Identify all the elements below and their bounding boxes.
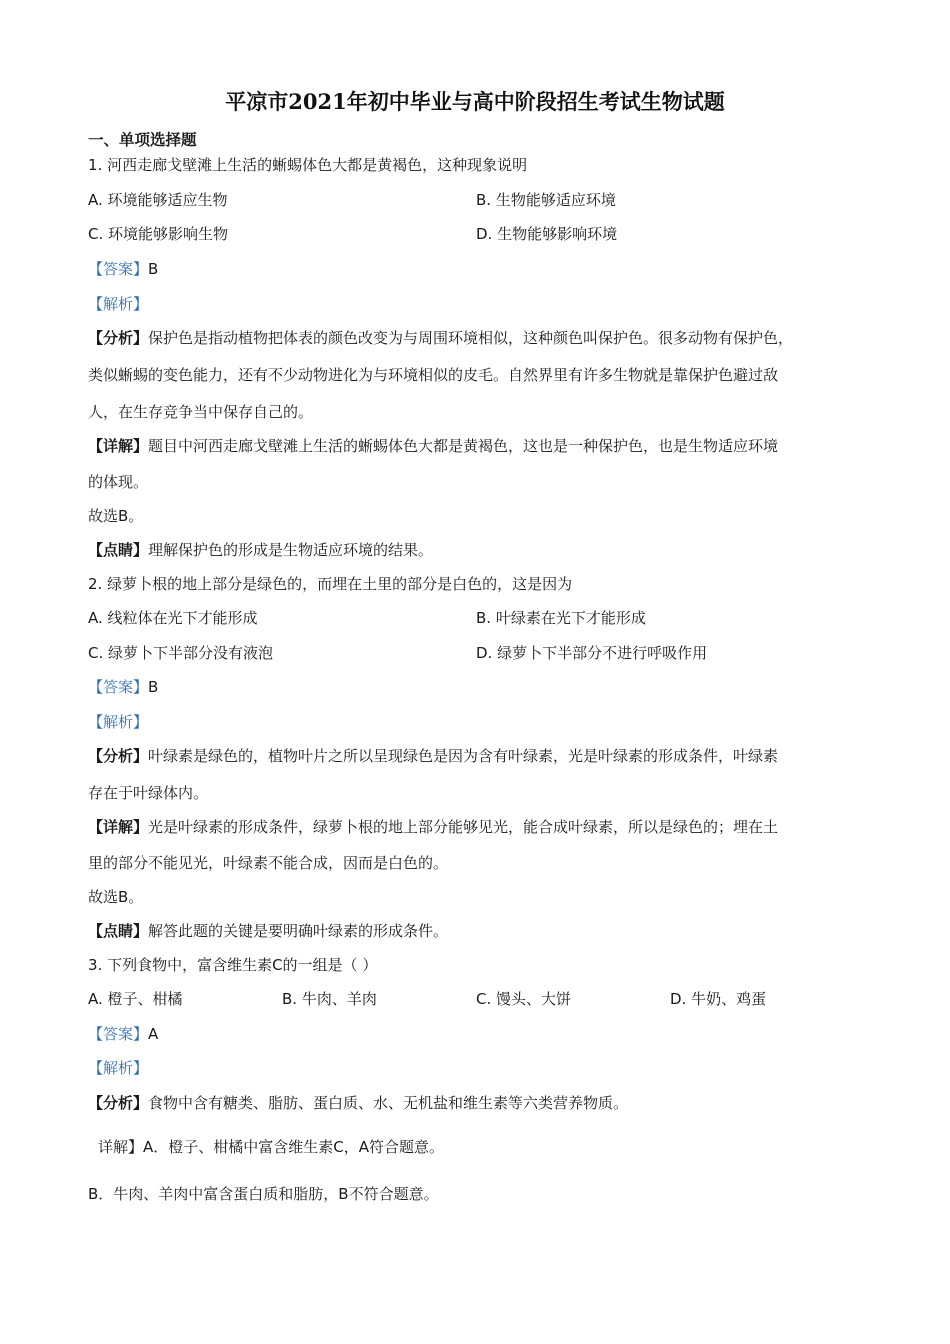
remark-tag: 【点睛】 — [88, 922, 149, 940]
q3-option-b: B. 牛肉、羊肉 — [282, 990, 377, 1008]
remark-text: 理解保护色的形成是生物适应环境的结果。 — [148, 541, 434, 559]
q2-detail-line-1 — [88, 817, 778, 837]
q1-detail-line-1 — [88, 436, 778, 456]
detail-text: 题目中河西走廊戈壁滩上生活的蜥蜴体色大都是黄褐色，这也是一种保护色，也是生物适应环境 — [148, 437, 779, 455]
q1-option-c: C. 环境能够影响生物 — [88, 225, 229, 243]
q3-stem: 3. 下列食物中，富含维生素C的一组是（ ） — [88, 956, 378, 974]
q3-option-a: A. 橙子、柑橘 — [88, 990, 183, 1008]
q3-option-d: D. 牛奶、鸡蛋 — [670, 990, 767, 1008]
q1-remark — [88, 540, 433, 560]
detail-tag: 【详解】 — [88, 437, 149, 455]
q2-stem: 2. 绿萝卜根的地上部分是绿色的，而埋在土里的部分是白色的，这是因为 — [88, 575, 573, 593]
q2-analysis-line-1 — [88, 746, 778, 766]
q2-remark — [88, 921, 448, 941]
q1-jiexi-tag: 【解析】 — [88, 295, 149, 313]
q2-option-b: B. 叶绿素在光下才能形成 — [476, 609, 646, 627]
remark-tag: 【点睛】 — [88, 541, 149, 559]
q2-answer — [88, 677, 158, 697]
q1-option-d: D. 生物能够影响环境 — [476, 225, 618, 243]
analysis-tag: 【分析】 — [88, 1094, 149, 1112]
q1-option-a: A. 环境能够适应生物 — [88, 191, 228, 209]
detail-text: 光是叶绿素的形成条件，绿萝卜根的地上部分能够见光，能合成叶绿素，所以是绿色的；埋在土 — [148, 818, 779, 836]
q2-option-a: A. 线粒体在光下才能形成 — [88, 609, 258, 627]
remark-text: 解答此题的关键是要明确叶绿素的形成条件。 — [148, 922, 449, 940]
q1-choice: 故选B。 — [88, 507, 144, 525]
q1-analysis-line-1 — [88, 328, 793, 348]
q2-option-d: D. 绿萝卜下半部分不进行呼吸作用 — [476, 644, 708, 662]
page-title: 平凉市2021年初中毕业与高中阶段招生考试生物试题 — [225, 89, 725, 114]
q2-choice: 故选B。 — [88, 888, 144, 906]
q2-option-c: C. 绿萝卜下半部分没有液泡 — [88, 644, 274, 662]
answer-tag: 【答案】 — [88, 260, 149, 278]
answer-value: B — [148, 678, 159, 696]
analysis-text: 食物中含有糖类、脂肪、蛋白质、水、无机盐和维生素等六类营养物质。 — [148, 1094, 629, 1112]
q2-jiexi-tag: 【解析】 — [88, 713, 149, 731]
q2-detail-line-2: 里的部分不能见光，叶绿素不能合成，因而是白色的。 — [88, 854, 449, 872]
analysis-tag: 【分析】 — [88, 329, 149, 347]
q3-answer — [88, 1024, 158, 1044]
answer-value: A — [148, 1025, 159, 1043]
q2-analysis-line-2: 存在于叶绿体内。 — [88, 784, 209, 802]
q1-analysis-line-3: 人，在生存竞争当中保存自己的。 — [88, 403, 314, 421]
q1-detail-line-2: 的体现。 — [88, 473, 149, 491]
q1-analysis-line-2: 类似蜥蜴的变色能力，还有不少动物进化为与环境相似的皮毛。自然界里有许多生物就是靠保护色避过敌 — [88, 366, 779, 384]
section-heading: 一、单项选择题 — [88, 131, 197, 149]
analysis-text: 叶绿素是绿色的，植物叶片之所以呈现绿色是因为含有叶绿素，光是叶绿素的形成条件，叶绿素 — [148, 747, 779, 765]
q3-analysis-line-1 — [88, 1093, 628, 1113]
q3-detail-line-1: 详解】A．橙子、柑橘中富含维生素C，A符合题意。 — [98, 1138, 444, 1156]
q3-jiexi-tag: 【解析】 — [88, 1059, 149, 1077]
answer-tag: 【答案】 — [88, 678, 149, 696]
analysis-text: 保护色是指动植物把体表的颜色改变为与周围环境相似，这种颜色叫保护色。很多动物有保护色， — [148, 329, 794, 347]
detail-tag: 【详解】 — [88, 818, 149, 836]
analysis-tag: 【分析】 — [88, 747, 149, 765]
q3-detail-line-2: B．牛肉、羊肉中富含蛋白质和脂肪，B不符合题意。 — [88, 1185, 439, 1203]
q3-option-c: C. 馒头、大饼 — [476, 990, 572, 1008]
q1-option-b: B. 生物能够适应环境 — [476, 191, 616, 209]
q1-stem: 1. 河西走廊戈壁滩上生活的蜥蜴体色大都是黄褐色，这种现象说明 — [88, 156, 528, 174]
answer-tag: 【答案】 — [88, 1025, 149, 1043]
answer-value: B — [148, 260, 159, 278]
q1-answer — [88, 259, 158, 279]
